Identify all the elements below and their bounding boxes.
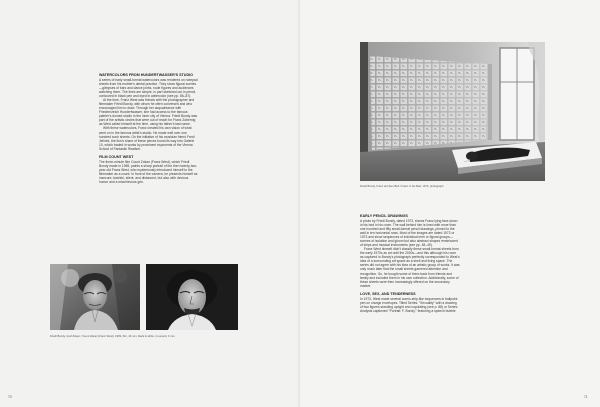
heading-film: FILM COUNT WEST (99, 155, 134, 160)
right-text-column (360, 214, 460, 313)
heading-watercolors: WATERCOLORS FROM HUNDERTWASSER'S STUDIO (99, 73, 194, 77)
photo-caption: Friedl Bondy, Franz auf dem Bett / Franz in his Bed, 1973, photograph (360, 185, 444, 188)
paragraph: The three-minute film Count Zokan (Franz West), which Friedl Bondy made in 1969, paints a sharp portrait of the then twenty-two-year-old Franz West, who mysteriously introduced himself to the filmmaker as a count. In front of the camera, he presents himself as insecure, bashful, silent, and distanced, but also with devious humor and a mischievous grin. (99, 159, 198, 185)
paragraph: A photo by Friedl Bondy, dated 1973, shows Franz lying face-down in his bed in his room. The wall behind him is lined with more than one hundred and fifty small-format pencil drawings, pinned to the wall in ten horizontal rows. Most of the images are dated 1972 or 1973 and show sequences of individual men or figural groups—scenes of isolation and gloom but also abstract shapes reminiscent of ships and musical instruments (see pp. 48–49). (360, 218, 458, 248)
folio-left: 70 (8, 395, 12, 399)
film-still-right (146, 264, 238, 330)
paragraph: Franz West himself didn't classify these small-format sheets from the early 1970s as art until the 2000s—and this although his room as captured in Bondy's photograph perfectly corresponded to West's idea of a surrounding art space as a shell and living space. The series did not agree with his idea of an artistic group of works. It was only much later that the small sheets garnered attention and recognition. So, he bought some of them back from friends and family and included them in his own collection. Additionally, some of these sheets were then increasingly offered on the secondary market. (360, 247, 460, 288)
heading-love-sex-tenderness: LOVE, SEX, AND TENDERNESS (360, 291, 416, 296)
paragraph: In 1973, West made several comic-strip-like sequences in ballpoint pen on orange envelopes. Titled Series: "Sexuality" with a drawing of two figures standing upright and copulating (see p. 88) or Series: Analysis captioned "Portrait: F. Bondy," featuring a speech bubble (360, 296, 459, 314)
film-still-left (50, 264, 140, 330)
paragraph: With these watercolors, Franz created his own vision of what went on in the famous artist's studio. He made well over one hundred such sheets. On the initiative of his musician friend Fredi Jelinek, the lion's share of these pieces found its way into Galerie 10, which traded in works by prominent exponents of the Vienna School of Fantastic Realism. (99, 126, 195, 151)
heading-pencil-drawings: EARLY PENCIL DRAWINGS (360, 214, 408, 218)
folio-right: 71 (584, 395, 588, 399)
bed-photograph (360, 42, 545, 181)
paragraph: A series of early small-format watercolors was rendered on notepad sheets from his mother's dental practice. They show figural scenes—glimpses of bars and dance joints, nude figures and audiences watching them. The lines are simple, in part sketched out in pencil, contoured in black pen and dyed in watercolor (see pp. 86–87). (99, 77, 198, 99)
film-caption: Friedl Bondy, Graf Zokan / Count Zokan (Franz West), 1969, film, 16 mm, black & white, no sound, 3 min. (50, 335, 176, 338)
right-page (300, 0, 600, 407)
left-text-column (99, 73, 198, 184)
paragraph: At the time, Franz West was friends with the photographer and filmmaker Friedl Bondy, with whom he often conversed and who encouraged him to draw. Through her acquaintance with Friedensreich Hundertwasser, she had access to the famous painter's domed studio in the inner city of Vienna. Friedl Bondy was part of the artistic circles that were out of reach for Franz Zobernig as West called himself at the time, using his father's last name. (99, 98, 198, 127)
